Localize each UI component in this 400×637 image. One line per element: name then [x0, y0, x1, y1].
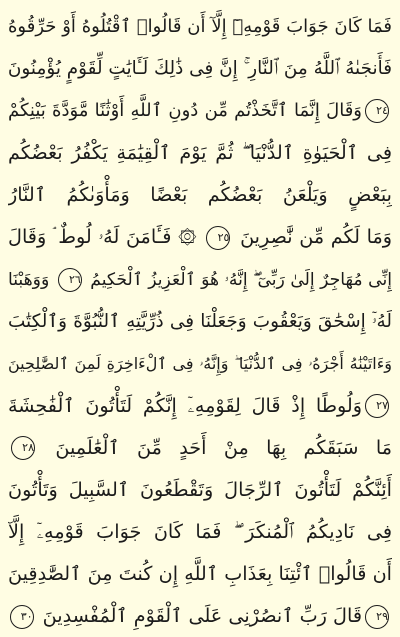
text-line-13 — [8, 511, 392, 553]
text-line-7 — [8, 259, 392, 301]
verse-text: فَأَنجَىٰهُ ٱللَّهُ مِنَ ٱلنَّارِ ۚ إِنَّ فِى ذَٰلِكَ لَـَٔايَٰتٍ لِّقَوْمٍ يُؤْمِنُونَ — [8, 58, 392, 80]
text-line-4 — [8, 132, 392, 174]
verse-text: فِى ٱلْحَيَوٰةِ ٱلدُّنْيَا ۖ ثُمَّ يَوْمَ ٱلْقِيَٰمَةِ يَكْفُرُ بَعْضُكُم — [8, 141, 392, 165]
ayah-number-marker: ٢٨ — [11, 436, 35, 460]
verse-text: لَهُۥٓ إِسْحَٰقَ وَيَعْقُوبَ وَجَعَلْنَا فِى ذُرِّيَّتِهِ ٱلنُّبُوَّةَ وَٱلْكِتَٰبَ — [8, 310, 392, 332]
verse-text: وَمَا لَكُم مِّن نَّٰصِرِينَ — [240, 225, 392, 249]
text-line-2 — [8, 48, 392, 90]
verse-text: أَن قَالُوا۟ ٱئْتِنَا بِعَذَابِ ٱللَّهِ إِن كُنتَ مِنَ ٱلصَّٰدِقِينَ — [8, 562, 392, 586]
text-line-5 — [8, 174, 392, 216]
verse-text: أَئِنَّكُمْ لَتَأْتُونَ ٱلرِّجَالَ وَتَقْطَعُونَ ٱلسَّبِيلَ وَتَأْتُونَ — [8, 478, 392, 502]
verse-text: فَـَٔامَنَ لَهُۥ لُوطٌ ۘ وَقَالَ — [8, 225, 172, 249]
text-line-15 — [8, 595, 392, 637]
text-line-12 — [8, 469, 392, 511]
ayah-number-marker: ٢٧ — [365, 394, 389, 418]
verse-text: إِنِّى مُهَاجِرٌ إِلَىٰ رَبِّىٓ ۖ إِنَّهُۥ هُوَ ٱلْعَزِيزُ ٱلْحَكِيمُ — [90, 269, 392, 290]
text-line-11 — [8, 427, 392, 469]
text-line-1 — [8, 6, 392, 48]
verse-text: وَلُوطًا إِذْ قَالَ لِقَوْمِهِۦٓ إِنَّكُمْ لَتَأْتُونَ ٱلْفَٰحِشَةَ — [8, 393, 362, 417]
text-line-6 — [8, 216, 392, 258]
ayah-number-marker: ٢٤ — [365, 99, 389, 123]
verse-text: مَا سَبَقَكُم بِهَا مِنْ أَحَدٍ مِّنَ ٱلْعَٰلَمِينَ — [55, 435, 392, 459]
verse-text: فَمَا كَانَ جَوَابَ قَوْمِهِۦٓ إِلَّآ أَن قَالُوا۟ ٱقْتُلُوهُ أَوْ حَرِّقُوهُ — [8, 16, 392, 37]
verse-text: قَالَ رَبِّ ٱنصُرْنِى عَلَى ٱلْقَوْمِ ٱلْمُفْسِدِينَ — [42, 604, 362, 628]
verse-text: وَءَاتَيْنَٰهُ أَجْرَهُۥ فِى ٱلدُّنْيَا ۖ وَإِنَّهُۥ فِى ٱلْءَاخِرَةِ لَمِنَ ٱلصَّٰلِحِينَ — [8, 353, 392, 373]
verse-text: وَوَهَبْنَا — [8, 269, 50, 290]
verse-text: وَقَالَ إِنَّمَا ٱتَّخَذْتُم مِّن دُونِ ٱللَّهِ أَوْثَٰنًا مَّوَدَّةَ بَيْنِكُمْ — [8, 100, 362, 122]
ayah-number-marker: ٣٠ — [10, 605, 34, 629]
text-line-8 — [8, 301, 392, 343]
verse-text: بِبَعْضٍ وَيَلْعَنُ بَعْضُكُم بَعْضًا وَمَأْوَىٰكُمُ ٱلنَّارُ — [8, 183, 392, 207]
hizb-star-icon: ۞ — [178, 225, 197, 249]
text-line-10 — [8, 385, 392, 427]
text-line-9 — [8, 343, 392, 385]
ayah-number-marker: ٢٦ — [58, 268, 82, 292]
verse-text: فِى نَادِيكُمُ ٱلْمُنكَرَ ۖ فَمَا كَانَ جَوَابَ قَوْمِهِۦٓ إِلَّآ — [8, 520, 392, 544]
text-line-3 — [8, 90, 392, 132]
text-line-14 — [8, 553, 392, 595]
ayah-number-marker: ٢٥ — [206, 226, 230, 250]
ayah-number-marker: ٢٩ — [365, 605, 389, 629]
